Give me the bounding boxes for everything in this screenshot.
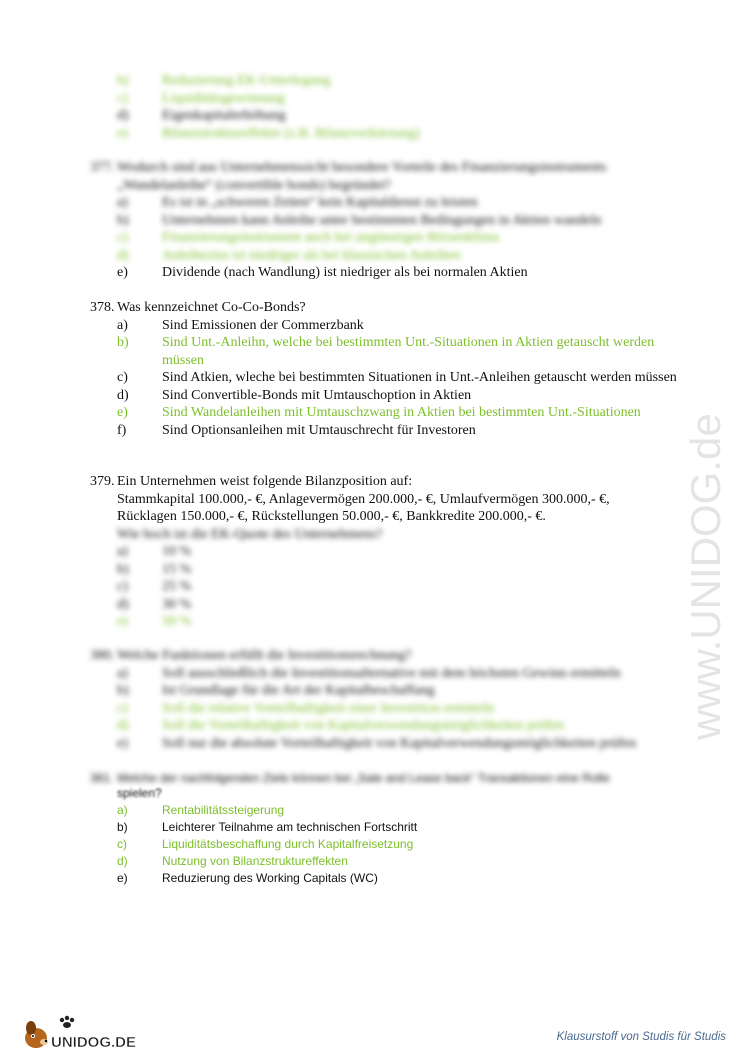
option-d: d) 30 % — [117, 596, 192, 612]
balance-line-2: Rücklagen 150.000,- €, Rückstellungen 50.000,- €, Bankkredite 200.000,- €. — [117, 509, 546, 524]
option-c: c) Finanzierungsinstrument auch bei ungünstigen Börsenklima — [117, 230, 499, 245]
footer-tagline: Klausurstoff von Studis für Studis — [556, 1031, 726, 1043]
question-381 — [90, 770, 690, 887]
option-a: a) Sind Emissionen der Commerzbank — [117, 317, 364, 333]
option-e: e) Reduzierung des Working Capitals (WC) — [117, 871, 378, 885]
question-379 — [90, 473, 690, 631]
option-d: d) Eigenkapitalerhöhung — [117, 108, 286, 123]
option-c: c) 25 % — [117, 579, 192, 594]
option-b: b) Leichterer Teilnahme am technischen Fortschritt — [117, 820, 418, 834]
option-b: b) Sind Unt.-Anleihn, welche bei bestimmten Unt.-Situationen in Aktien getauscht werden müssen — [117, 335, 655, 368]
option-c: c) Liquiditätsbeschaffung durch Kapitalfreisetzung — [117, 837, 414, 851]
question-text: 377. Wodurch sind aus Unternehmenssicht besondere Vorteile des Finanzierungsinstruments „Wandelanleihe“ (convertible bonds) begründet? — [90, 160, 607, 193]
option-d: d) Soll die Vorteilhaftigkeit von Kapitalverwendungsmöglichkeiten prüfen — [117, 718, 564, 733]
option-e: e) Dividende (nach Wandlung) ist niedriger als bei normalen Aktien — [117, 265, 528, 280]
option-a: a) 10 % — [117, 544, 192, 559]
question-text: 380. Welche Funktionen erfüllt die Investitionsrechnung? — [90, 648, 412, 663]
question-377 — [90, 159, 690, 282]
question-380 — [90, 647, 690, 752]
option-c: c) Soll die relative Vorteilhaftigkeit einer Investition ermitteln — [117, 700, 495, 716]
dog-icon — [25, 1021, 48, 1048]
option-e: e) Bilanzstruktureffekte (z.B. Bilanzverkürzung) — [117, 125, 420, 141]
option-e: e) Sind Wandelanleihen mit Umtauschzwang in Aktien bei bestimmten Unt.-Situationen — [117, 405, 641, 420]
option-e: e) Soll nur die absolute Vorteilhaftigkeit von Kapitalverwendungsmöglichkeiten prüfen — [117, 735, 637, 751]
watermark — [676, 260, 740, 760]
question-prev — [90, 72, 690, 142]
question-sub: Wie hoch ist die EK-Quote des Unternehmens? — [117, 526, 383, 542]
option-c: c) Sind Atkien, wleche bei bestimmten Situationen in Unt.-Anleihen getauscht werden müssen — [117, 370, 677, 385]
option-a: a) Soll ausschließlich die Investitionsalternative mit dem höchsten Gewinn ermitteln — [117, 665, 621, 681]
option-d: d) Nutzung von Bilanzstruktureffekten — [117, 854, 348, 868]
option-c: c) Liquiditätsgewinnung — [117, 90, 285, 106]
paw-icon — [60, 1016, 74, 1028]
logo-text: UNIDOG.DE — [51, 1034, 137, 1051]
question-text: 378. Was kennzeichnet Co-Co-Bonds? — [90, 300, 306, 315]
option-b: b) 15 % — [117, 561, 192, 577]
option-d: d) Anleihezins ist niedriger als bei klassischen Anleihen — [117, 247, 461, 263]
balance-line-1: Stammkapital 100.000,- €, Anlagevermögen 200.000,- €, Umlaufvermögen 300.000,- €, — [117, 491, 610, 507]
option-b: b) Reduzierung EK-Unterlegung — [117, 73, 331, 88]
question-text: 379. Ein Unternehmen weist folgende Bilanzposition auf: — [90, 474, 413, 489]
option-a: a) Rentabilitätssteigerung — [117, 803, 285, 817]
question-378 — [90, 299, 690, 439]
option-b: b) Unternehmen kann Anleihe unter bestimmten Bedingungen in Aktien wandeln — [117, 212, 602, 228]
watermark-text: www.UNIDOG.de — [682, 413, 729, 740]
option-a: a) Es ist in „schweren Zeiten“ kein Kapitaldienst zu leisten — [117, 195, 478, 210]
option-d: d) Sind Convertible-Bonds mit Umtauschoption in Aktien — [117, 387, 472, 403]
unidog-logo — [22, 1014, 152, 1054]
option-b: b) Ist Grundlage für die Art der Kapitalbeschaffung — [117, 683, 435, 698]
option-f: f) Sind Optionsanleihen mit Umtauschrecht für Investoren — [117, 422, 476, 438]
question-text: 381. Welche der nachfolgenden Ziele können bei „Sale and Lease back“ Transaktionen eine Rolle — [90, 771, 610, 785]
option-e: e) 50 % — [117, 614, 192, 629]
question-text-cont: spielen? — [117, 786, 162, 800]
